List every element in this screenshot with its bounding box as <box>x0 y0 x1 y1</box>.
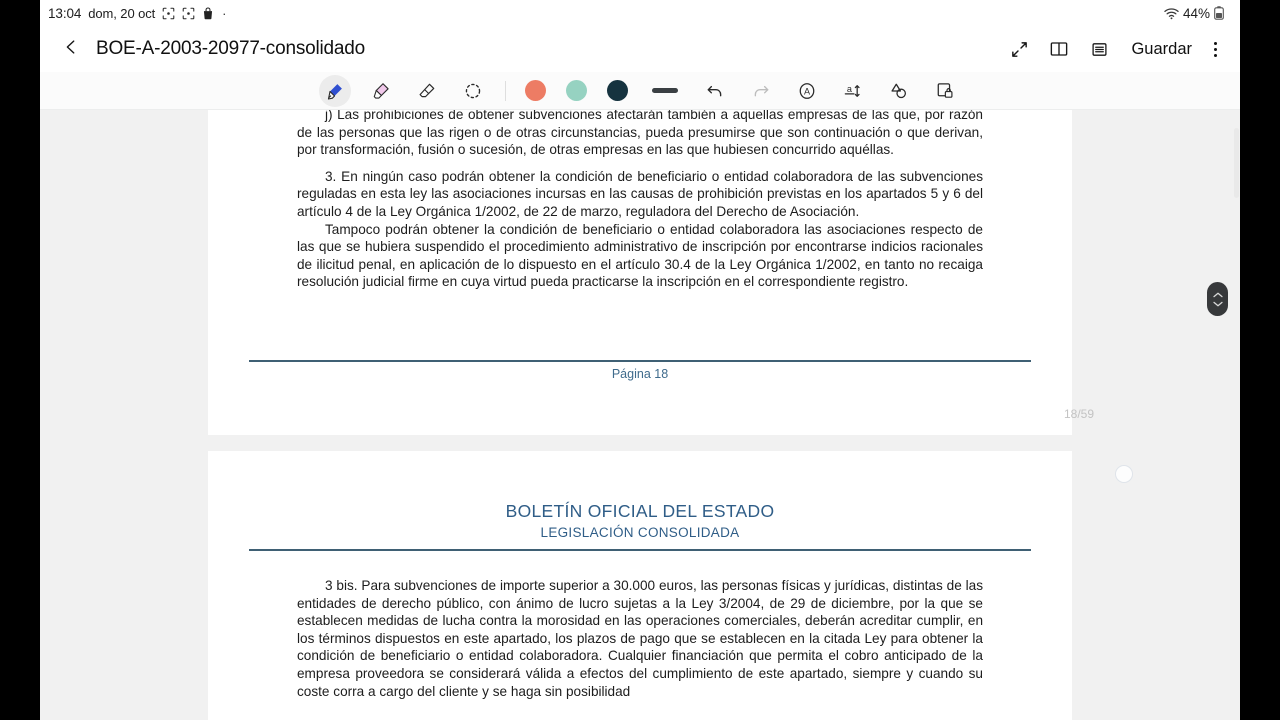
document-page <box>208 110 1094 435</box>
battery-percent: 44% <box>1182 5 1210 21</box>
page-footer-rule <box>249 360 1031 362</box>
single-page-view-icon[interactable] <box>1081 31 1117 67</box>
svg-text:A: A <box>803 86 811 97</box>
scroll-navigation-pill[interactable] <box>1207 282 1228 316</box>
boe-header-rule <box>249 549 1031 551</box>
paragraph: Tampoco podrán obtener la condición de beneficiario o entidad colaboradora las asociaciones respecto de las que se hubiera suspendido el procedimiento administrativo de inscripción por encontrarse indicios racionales de ilicitud penal, en aplicación de lo dispuesto en el artículo 30.4 de la Ley Orgánica 1/2002, en tanto no recaiga resolución judicial firme en cuya virtud pueda practicarse la inscripción en el correspondiente registro. <box>297 221 983 290</box>
paragraph: 3. En ningún caso podrán obtener la condición de beneficiario o entidad colaboradora de las subvenciones reguladas en esta ley las asociaciones incursas en las causas de prohibición previstas en los apartados 5 y 6 del artículo 4 de la Ley Orgánica 1/2002, de 22 de marzo, reguladora del Derecho de Asociación. <box>297 168 983 219</box>
lock-canvas-button[interactable] <box>929 75 961 107</box>
page-footer-label: Página 18 <box>611 367 669 381</box>
text-recognition-button[interactable] <box>791 75 823 107</box>
vertical-scrollbar[interactable] <box>1234 128 1239 198</box>
wifi-icon <box>1164 7 1179 20</box>
book-view-icon[interactable] <box>1041 31 1077 67</box>
toolbar-divider <box>505 81 506 101</box>
status-separator-dot: · <box>222 5 227 21</box>
boe-title: BOLETÍN OFICIAL DEL ESTADO <box>505 501 775 521</box>
shapes-button[interactable] <box>883 75 915 107</box>
paragraph: j) Las prohibiciones de obtener subvenciones afectarán también a aquellas empresas de las que, por razón de las personas que las rigen o de otras circunstancias, pueda presumirse que son continuación o que derivan, por transformación, fusión o sucesión, de otras empresas en las que hubiesen concurrido aquéllas. <box>297 110 983 158</box>
battery-icon <box>1214 6 1224 20</box>
stroke-width-button[interactable] <box>652 88 678 93</box>
circle-handle-icon[interactable] <box>1115 465 1133 483</box>
screenshot-icon <box>162 7 175 20</box>
status-bar-left <box>48 6 226 21</box>
bag-icon <box>202 7 214 20</box>
status-bar-right <box>1164 6 1224 21</box>
highlighter-tool[interactable] <box>365 75 397 107</box>
document-page <box>208 451 1072 720</box>
drawing-toolbar <box>40 72 1240 110</box>
redo-button[interactable] <box>745 75 777 107</box>
chevron-down-icon <box>1213 301 1223 307</box>
document-scroll-area[interactable] <box>40 110 1240 720</box>
boe-subtitle: LEGISLACIÓN CONSOLIDADA <box>540 525 740 540</box>
expand-icon[interactable] <box>1001 31 1037 67</box>
more-vertical-icon[interactable] <box>1202 31 1228 67</box>
undo-button[interactable] <box>699 75 731 107</box>
pen-tool[interactable] <box>319 75 351 107</box>
status-time: 13:04 <box>48 5 82 21</box>
text-size-button[interactable] <box>837 75 869 107</box>
app-header-actions <box>1001 31 1232 67</box>
status-date: dom, 20 oct <box>88 5 156 21</box>
lasso-select-tool[interactable] <box>457 75 489 107</box>
color-dark-teal[interactable] <box>607 80 628 101</box>
boe-header <box>208 501 1072 540</box>
screenshot-icon <box>182 7 195 20</box>
chevron-left-icon <box>62 38 80 61</box>
device-viewport <box>40 0 1240 720</box>
app-header-bar <box>40 26 1240 72</box>
save-button[interactable]: Guardar <box>1131 39 1192 58</box>
back-button[interactable] <box>54 32 88 66</box>
page-counter: 18/59 <box>1063 407 1094 421</box>
chevron-up-icon <box>1213 292 1223 298</box>
document-title: BOE-A-2003-20977-consolidado <box>96 38 366 59</box>
color-salmon[interactable] <box>525 80 546 101</box>
paragraph: 3 bis. Para subvenciones de importe superior a 30.000 euros, las personas físicas y jurídicas, distintas de las entidades de derecho público, con ánimo de lucro sujetas a la Ley 3/2004, de 29 de diciembre, por la que se establecen medidas de lucha contra la morosidad en las operaciones comerciales, deberán acreditar cumplir, en los términos dispuestos en este apartado, los plazos de pago que se establecen en la citada Ley para obtener la condición de beneficiario o entidad colaboradora. Cualquier financiación que permita el cobro anticipado de la empresa proveedora se considerará válida a efectos del cumplimiento de este apartado, siempre y cuando su coste corra a cargo del cliente y se haga sin posibilidad <box>297 578 983 699</box>
status-bar <box>40 0 1240 26</box>
svg-text:a: a <box>846 83 852 94</box>
color-mint[interactable] <box>566 80 587 101</box>
eraser-tool[interactable] <box>411 75 443 107</box>
